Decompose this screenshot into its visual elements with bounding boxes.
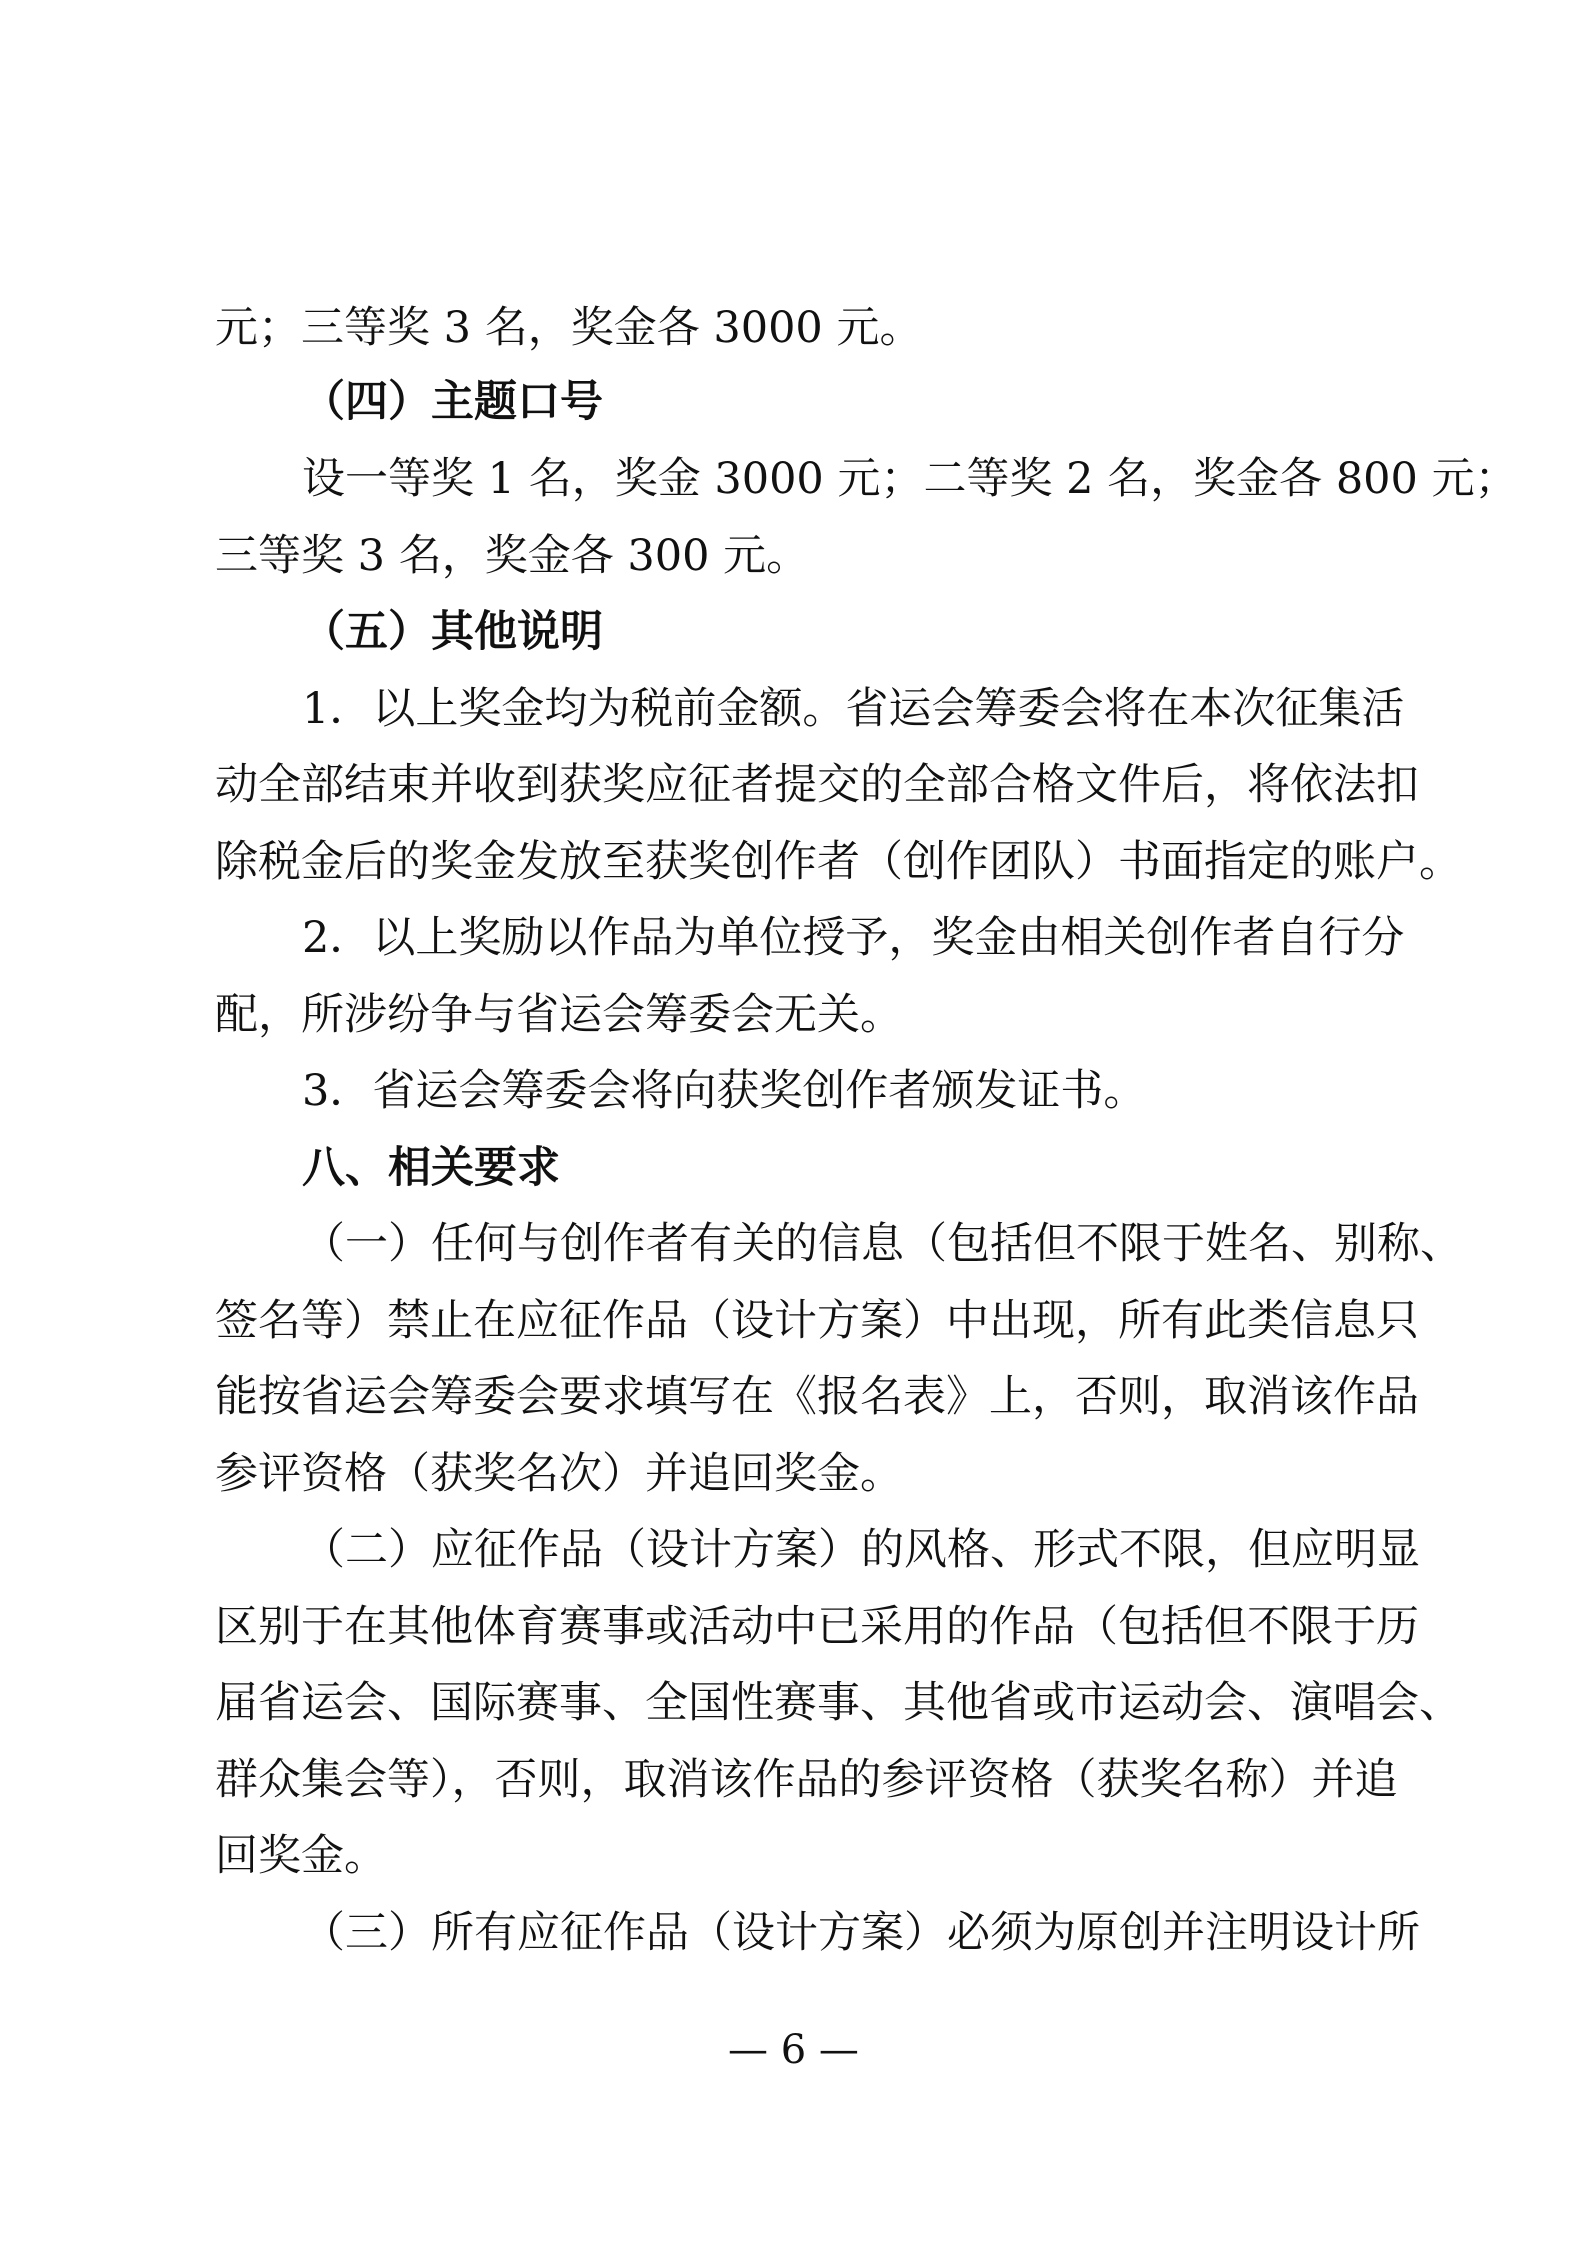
text-line: 配，所涉纷争与省运会筹委会无关。 (215, 990, 903, 1040)
text-line: 群众集会等），否则，取消该作品的参评资格（获奖名称）并追 (215, 1755, 1398, 1805)
text-line: 区别于在其他体育赛事或活动中已采用的作品（包括但不限于历 (215, 1602, 1419, 1652)
subsection-heading-slogan: （四）主题口号 (302, 377, 603, 427)
text-line: 2．以上奖励以作品为单位授予，奖金由相关创作者自行分 (302, 913, 1405, 963)
text-line: 3．省运会筹委会将向获奖创作者颁发证书。 (302, 1066, 1147, 1116)
text-line: 三等奖 3 名，奖金各 300 元。 (215, 531, 810, 581)
text-line: （三）所有应征作品（设计方案）必须为原创并注明设计所 (302, 1908, 1420, 1958)
text-line: 设一等奖 1 名，奖金 3000 元；二等奖 2 名，奖金各 800 元； (302, 454, 1518, 504)
text-line: （一）任何与创作者有关的信息（包括但不限于姓名、别称、 (302, 1219, 1463, 1269)
subsection-heading-other-notes: （五）其他说明 (302, 607, 603, 657)
page-number: — 6 — (728, 2027, 859, 2073)
text-line: 除税金后的奖金发放至获奖创作者（创作团队）书面指定的账户。 (215, 837, 1462, 887)
text-line: 元；三等奖 3 名，奖金各 3000 元。 (215, 303, 923, 353)
text-line: 能按省运会筹委会要求填写在《报名表》上，否则，取消该作品 (215, 1372, 1419, 1422)
text-line: 参评资格（获奖名次）并追回奖金。 (215, 1449, 903, 1499)
text-line: 签名等）禁止在应征作品（设计方案）中出现，所有此类信息只 (215, 1296, 1419, 1346)
section-heading-requirements: 八、相关要求 (302, 1143, 560, 1193)
text-line: （二）应征作品（设计方案）的风格、形式不限，但应明显 (302, 1525, 1420, 1575)
text-line: 动全部结束并收到获奖应征者提交的全部合格文件后，将依法扣 (215, 760, 1419, 810)
text-line: 届省运会、国际赛事、全国性赛事、其他省或市运动会、演唱会、 (215, 1678, 1462, 1728)
text-line: 回奖金。 (215, 1831, 387, 1881)
text-line: 1．以上奖金均为税前金额。省运会筹委会将在本次征集活 (302, 684, 1405, 734)
